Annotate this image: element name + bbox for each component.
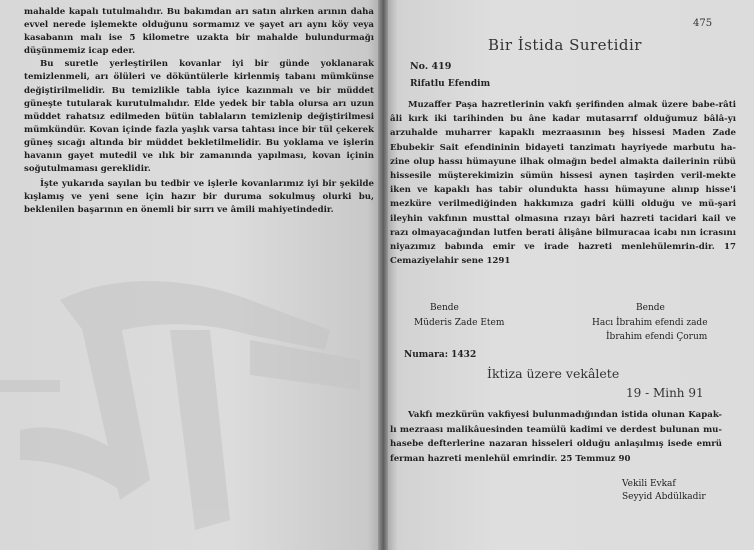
signature-label-1: Bende [430,303,459,313]
document-number: No. 419 [410,61,452,72]
ministry-reply-body [390,408,722,466]
signature-name-2: Hacı İbrahim efendi zade [592,318,708,328]
closing-title: Vekili Evkaf [622,479,676,489]
page-number: 475 [693,18,713,29]
record-number: Numara: 1432 [404,350,477,360]
reply-date: 19 - Minh 91 [626,386,704,400]
closing-name: Seyyid Abdülkadir [622,492,706,502]
left-paragraph-2: Bu suretle yerleştirilen kovanlar iyi bir günde yoklanarak temizlenmeli, arı ölüleri ve döküntülerle kirlenmiş tabanı mümkünse değiştirilmelidir. Bu temizlikle tabla iyice kazınmalı ve bir müddet güneşte tutularak kurutulmalıdır. Elde yedek bir tabla olursa arı uzun müddet rahatsız edilmeden bütün tablaların temizlenip değiştirilmesi mümkündür. Kovan içinde fazla yaşlık varsa tahtası ince bir tül çekerek güneş sıcağı altında bir müddet bekletilmelidir. Bu yoklama ve işlerin havanın gayet mutedil ve ılık bir zamanında yapılması, kovan içinin soğutulmaması gereklidir. [24,59,374,175]
left-paragraph-3: İşte yukarıda sayılan bu tedbir ve işlerle kovanlarımız iyi bir şekilde kışlamış ve yeni sene için hazır bir duruma sokulmuş olurki bu, beklenilen başarının en önemli bir sırrı ve âmili mahiyetindedir. [24,179,374,216]
petition-body [390,98,736,268]
left-page-text [24,6,374,218]
signature-name-2b: İbrahim efendi Çorum [606,332,708,342]
subtitle: İktiza üzere vekâlete [487,366,620,381]
recipient-salutation: Rifatlu Efendim [410,79,491,89]
signature-name-1: Müderis Zade Etem [414,318,505,328]
signature-label-2: Bende [636,303,665,313]
closing-signature [622,478,706,504]
ministry-reply-text: Vakfı mezkürün vakfiyesi bulunmadığından istida olunan Kapak-lı mezraası malikâuesinden teamülü kadimi ve derdest bulunan mu-hasebe defterlerine nazaran hisseleri olduğu anlaşılmış isede emrü ferman hazreti menlehül emrindir. 25 Temmuz 90 [390,410,722,464]
petition-text: Muzaffer Paşa hazretlerinin vakfı şerifinden almak üzere babe-râti âli kırk iki tarihinden bu âne kadar mutasarrıf olduğumuz bâlâ-yı arzuhalde muharrer kapaklı mezraasının beş hissesi Maden Zade Ebubekir Sait efendininin bidayeti tanzimatı hayriyede marbutu ha-zine olup hassı hümayune ilhak olmağın bedel almakta dailerinin rübü hissesile müşterekimizin sümün hissesi aynen taşirden veril-mekte iken ve kapaklı has tabir olundukta hassı hümayune alınıp hisse'i mezküre verilmediğinden hakkımıza gadri külli olduğu ve mü-şari ileyhin vakfının musttal olmasına rızayı bâri hazreti tacidari kail ve razı olmayacağından lutfen berati âlişâne bilmuracaa icabı nın icrasını niyazımız babında emir ve irade hazreti menlehülemrin-dir. 17 Cemaziyelahir sene 1291 [390,100,736,267]
section-title: Bir İstida Suretidir [488,36,642,54]
book-gutter [378,0,388,550]
left-paragraph-1: mahalde kapalı tutulmalıdır. Bu bakımdan arı satın alırken arının daha evvel nerede işlemekte olduğunu sormamız ve şayet arı aynı köy veya kasabanın malı ise 5 kilometre uzakta bir mahalde bulundurmağı düşünmemiz icap eder. [24,7,374,57]
